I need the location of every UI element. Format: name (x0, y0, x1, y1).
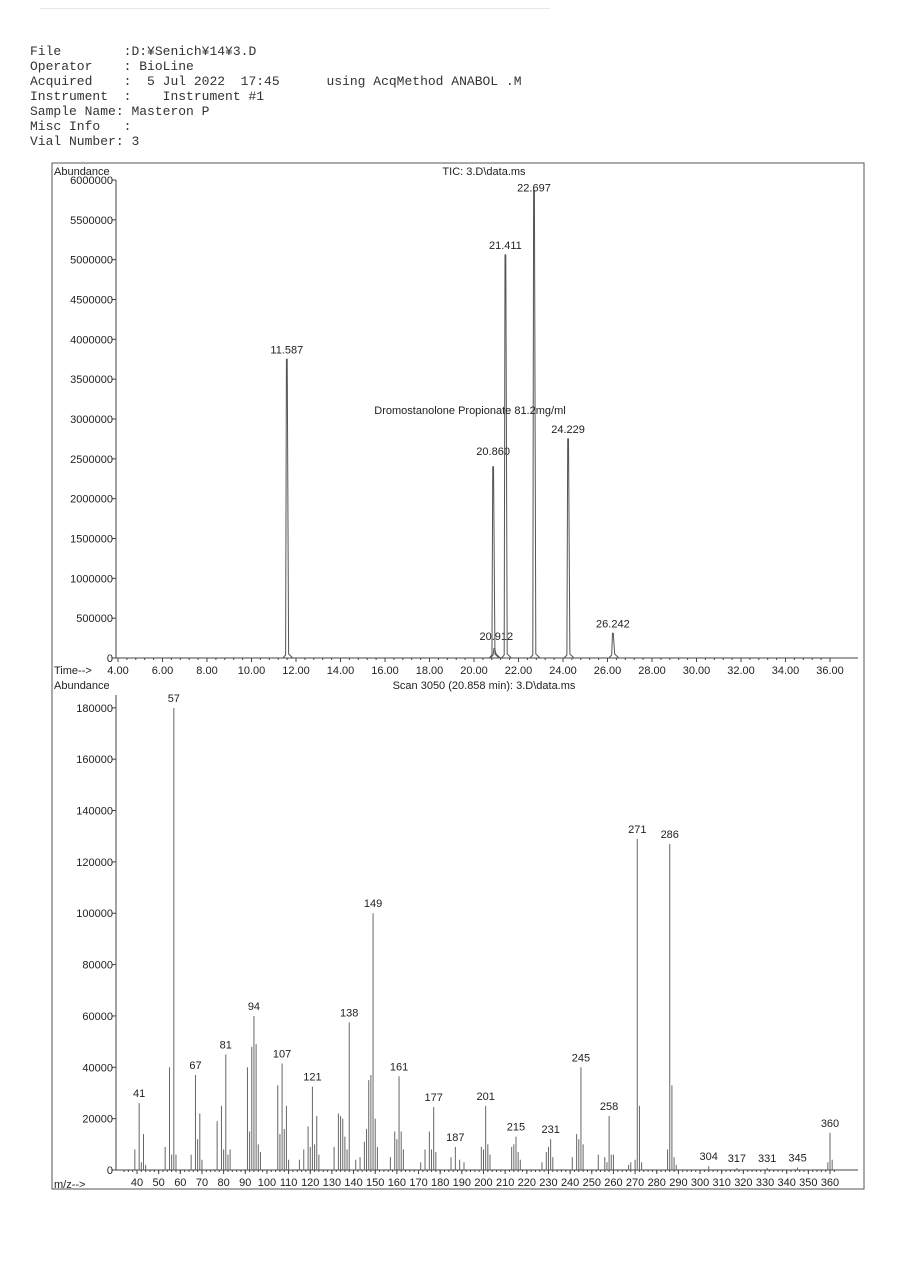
tic-peak-label: 20.860 (476, 445, 510, 458)
tic-xtick-label: 10.00 (237, 665, 266, 677)
ms-xtick-label: 130 (322, 1177, 342, 1189)
ms-xtick-label: 90 (239, 1177, 252, 1189)
tic-peak-label: 11.587 (270, 344, 304, 357)
tic-xtick-label: 32.00 (727, 665, 755, 677)
ms-peak-label: 304 (699, 1151, 718, 1164)
tic-ytick-label: 500000 (76, 613, 113, 626)
tic-xtick-label: 14.00 (326, 665, 355, 677)
ms-peak-label: 94 (247, 1000, 261, 1013)
header-vial-row: Vial Number: 3 (30, 134, 140, 149)
ms-peak-label: 345 (788, 1152, 807, 1165)
ms-xtick-label: 260 (604, 1177, 623, 1189)
tic-ytick-label: 5500000 (70, 214, 113, 227)
ms-xtick-label: 300 (690, 1177, 710, 1189)
tic-xtick-label: 26.00 (593, 665, 622, 677)
ms-peak-label: 121 (303, 1071, 322, 1084)
ms-xtick-label: 200 (474, 1177, 493, 1189)
ms-xtick-label: 50 (152, 1177, 165, 1189)
tic-peak-label: 20.912 (479, 631, 514, 643)
mass-spectrum-chart (54, 680, 858, 1191)
tic-peak-label: 22.697 (517, 182, 551, 195)
ms-xtick-label: 240 (560, 1177, 580, 1189)
ms-peak-label: 177 (424, 1092, 443, 1105)
tic-xtick-label: 6.00 (151, 665, 174, 677)
tic-ylabel: Abundance (54, 166, 110, 178)
ms-peak-label: 149 (363, 898, 383, 911)
ms-ytick-label: 140000 (76, 805, 113, 818)
ms-xtick-label: 170 (409, 1177, 428, 1189)
ms-xtick-label: 280 (647, 1177, 666, 1189)
tic-ytick-label: 3000000 (70, 414, 113, 426)
ms-xtick-label: 220 (517, 1177, 536, 1189)
tic-xtick-label: 34.00 (771, 665, 800, 677)
ms-xtick-label: 100 (257, 1177, 277, 1189)
ms-peak-label: 201 (476, 1090, 495, 1103)
ms-xtick-label: 80 (217, 1177, 230, 1189)
ms-xtick-label: 310 (712, 1177, 731, 1189)
ms-peak-label: 231 (541, 1124, 560, 1137)
tic-xtick-label: 8.00 (196, 665, 218, 677)
ms-xtick-label: 40 (130, 1177, 144, 1189)
header-file-row: File :D:¥Senich¥14¥3.D (30, 44, 257, 59)
ms-xtick-label: 110 (279, 1177, 298, 1189)
tic-xtick-label: 36.00 (816, 665, 844, 677)
ms-peak-label: 187 (446, 1131, 465, 1144)
ms-xtick-label: 350 (799, 1177, 818, 1189)
ms-ytick-label: 20000 (82, 1113, 113, 1126)
ms-xtick-label: 160 (387, 1177, 407, 1189)
tic-peak-label: 21.411 (488, 239, 522, 252)
tic-ytick-label: 2000000 (70, 493, 113, 506)
ms-peak-label: 138 (340, 1007, 359, 1020)
ms-xtick-label: 60 (174, 1177, 187, 1189)
ms-xlabel: m/z--> (54, 1179, 86, 1191)
ms-xtick-label: 140 (344, 1177, 363, 1189)
tic-peak (489, 467, 499, 658)
tic-ytick-label: 3500000 (70, 374, 113, 387)
ms-xtick-label: 250 (582, 1177, 601, 1189)
ms-peak-label: 57 (167, 692, 180, 705)
tic-xtick-label: 20.00 (460, 665, 488, 677)
tic-peak-label: 26.242 (596, 618, 630, 631)
ms-xtick-label: 190 (452, 1177, 472, 1189)
tic-ytick-label: 1500000 (70, 533, 113, 546)
tic-title: TIC: 3.D\data.ms (442, 166, 526, 178)
ms-xtick-label: 320 (734, 1177, 753, 1189)
tic-ytick-label: 6000000 (70, 175, 113, 187)
ms-xtick-label: 210 (495, 1177, 515, 1189)
ms-xtick-label: 330 (755, 1177, 775, 1189)
ms-xtick-label: 340 (777, 1177, 796, 1189)
ms-ytick-label: 180000 (76, 702, 113, 715)
ms-xtick-label: 120 (301, 1177, 320, 1189)
ms-xtick-label: 70 (195, 1177, 209, 1189)
tic-xtick-label: 30.00 (682, 665, 711, 677)
ms-xtick-label: 180 (431, 1177, 450, 1189)
tic-xtick-label: 4.00 (107, 665, 129, 677)
tic-annotation: Dromostanolone Propionate 81.2mg/ml (374, 405, 566, 417)
tic-xlabel: Time--> (54, 665, 92, 677)
ms-peak-label: 215 (506, 1121, 526, 1134)
ms-ytick-label: 100000 (76, 908, 113, 921)
tic-xtick-label: 18.00 (415, 665, 444, 677)
tic-xtick-label: 12.00 (282, 665, 310, 677)
tic-ytick-label: 2500000 (70, 453, 113, 466)
tic-ytick-label: 5000000 (70, 254, 113, 267)
tic-ytick-label: 4000000 (70, 334, 113, 347)
tic-peak (283, 359, 293, 658)
tic-xtick-label: 28.00 (638, 665, 666, 677)
tic-peak (609, 633, 619, 658)
ms-peak-label: 271 (628, 823, 647, 836)
ms-peak-label: 67 (189, 1060, 202, 1072)
ms-xtick-label: 290 (669, 1177, 688, 1189)
ms-title: Scan 3050 (20.858 min): 3.D\data.ms (392, 680, 576, 692)
ms-ytick-label: 120000 (76, 856, 113, 869)
ms-peak-label: 258 (599, 1101, 619, 1114)
header-sample-row: Sample Name: Masteron P (30, 104, 210, 119)
ms-peak-label: 360 (820, 1117, 840, 1130)
ms-ytick-label: 160000 (76, 754, 113, 767)
ms-xtick-label: 360 (820, 1177, 840, 1189)
tic-chart (54, 166, 858, 677)
tic-ytick-label: 0 (106, 653, 113, 665)
ms-ylabel: Abundance (54, 680, 110, 692)
ms-xtick-label: 230 (539, 1177, 558, 1189)
ms-ytick-label: 40000 (82, 1062, 113, 1075)
ms-ytick-label: 80000 (82, 959, 113, 972)
tic-peak (530, 190, 540, 658)
ms-peak-label: 317 (727, 1152, 747, 1165)
tic-xtick-label: 24.00 (549, 665, 577, 677)
ms-peak-label: 81 (219, 1039, 232, 1052)
tic-xtick-label: 22.00 (504, 665, 533, 677)
ms-peak-label: 107 (272, 1048, 292, 1061)
tic-peak-label: 24.229 (551, 423, 585, 436)
ms-peak-label: 161 (389, 1061, 409, 1074)
ms-peak-label: 245 (571, 1052, 591, 1065)
tic-peak (564, 439, 574, 658)
tic-ytick-label: 1000000 (70, 573, 113, 586)
tic-xtick-label: 16.00 (371, 665, 399, 677)
ms-ytick-label: 0 (106, 1165, 113, 1177)
header-acquired-row: Acquired : 5 Jul 2022 17:45 using AcqMethod ANABOL .M (30, 74, 522, 89)
ms-ytick-label: 60000 (82, 1010, 113, 1023)
header-misc-row: Misc Info : (30, 119, 132, 134)
tic-ytick-label: 4500000 (70, 294, 113, 307)
ms-peak-label: 286 (660, 828, 679, 841)
ms-peak-label: 331 (758, 1152, 777, 1165)
header-instrument-row: Instrument : Instrument #1 (30, 89, 265, 104)
header-operator-row: Operator : BioLine (30, 59, 194, 74)
ms-peak-label: 41 (133, 1088, 146, 1101)
ms-xtick-label: 150 (366, 1177, 385, 1189)
ms-xtick-label: 270 (625, 1177, 645, 1189)
